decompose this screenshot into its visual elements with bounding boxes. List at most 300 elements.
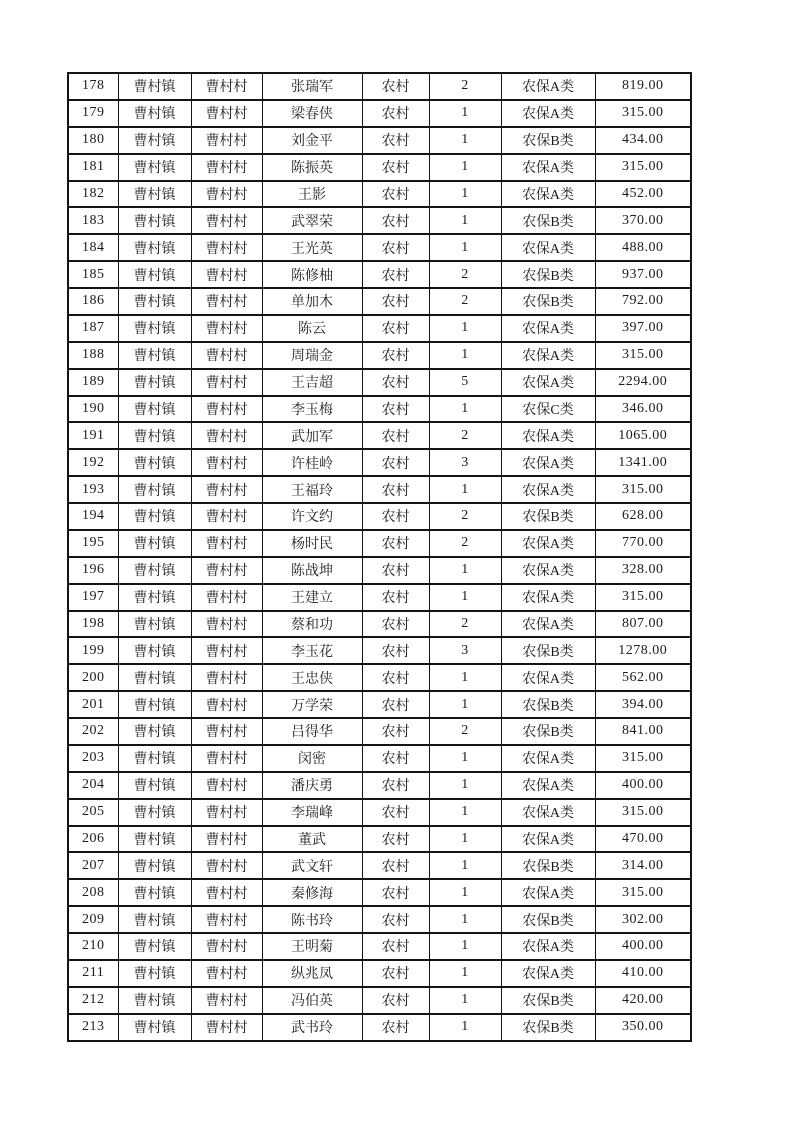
cell-count: 1 <box>429 154 501 181</box>
cell-town: 曹村镇 <box>118 449 191 476</box>
cell-count: 1 <box>429 476 501 503</box>
cell-locale: 农村 <box>362 207 429 234</box>
cell-amount: 792.00 <box>595 288 691 315</box>
cell-town: 曹村镇 <box>118 73 191 100</box>
cell-category: 农保A类 <box>501 933 595 960</box>
table-row <box>68 745 691 772</box>
cell-town: 曹村镇 <box>118 691 191 718</box>
cell-category: 农保B类 <box>501 718 595 745</box>
cell-locale: 农村 <box>362 584 429 611</box>
cell-name: 陈云 <box>262 315 362 342</box>
cell-locale: 农村 <box>362 557 429 584</box>
cell-amount: 315.00 <box>595 584 691 611</box>
cell-town: 曹村镇 <box>118 422 191 449</box>
cell-amount: 394.00 <box>595 691 691 718</box>
cell-name: 李玉梅 <box>262 396 362 423</box>
cell-town: 曹村镇 <box>118 154 191 181</box>
cell-seq: 188 <box>68 342 118 369</box>
cell-category: 农保B类 <box>501 691 595 718</box>
cell-locale: 农村 <box>362 1014 429 1041</box>
cell-seq: 207 <box>68 852 118 879</box>
cell-category: 农保A类 <box>501 557 595 584</box>
cell-village: 曹村村 <box>191 315 262 342</box>
cell-category: 农保B类 <box>501 503 595 530</box>
cell-village: 曹村村 <box>191 611 262 638</box>
table-row <box>68 422 691 449</box>
cell-locale: 农村 <box>362 852 429 879</box>
cell-name: 单加木 <box>262 288 362 315</box>
cell-count: 1 <box>429 691 501 718</box>
cell-category: 农保A类 <box>501 73 595 100</box>
cell-town: 曹村镇 <box>118 906 191 933</box>
cell-category: 农保A类 <box>501 100 595 127</box>
cell-count: 5 <box>429 369 501 396</box>
cell-amount: 470.00 <box>595 826 691 853</box>
cell-count: 3 <box>429 637 501 664</box>
cell-amount: 315.00 <box>595 799 691 826</box>
cell-town: 曹村镇 <box>118 584 191 611</box>
cell-town: 曹村镇 <box>118 100 191 127</box>
cell-locale: 农村 <box>362 154 429 181</box>
cell-name: 王明菊 <box>262 933 362 960</box>
cell-amount: 937.00 <box>595 261 691 288</box>
cell-seq: 212 <box>68 987 118 1014</box>
cell-locale: 农村 <box>362 637 429 664</box>
cell-town: 曹村镇 <box>118 745 191 772</box>
cell-category: 农保A类 <box>501 745 595 772</box>
cell-name: 杨时民 <box>262 530 362 557</box>
table-row <box>68 315 691 342</box>
cell-town: 曹村镇 <box>118 799 191 826</box>
cell-locale: 农村 <box>362 181 429 208</box>
cell-town: 曹村镇 <box>118 772 191 799</box>
cell-category: 农保B类 <box>501 637 595 664</box>
table-row <box>68 664 691 691</box>
cell-locale: 农村 <box>362 718 429 745</box>
cell-village: 曹村村 <box>191 987 262 1014</box>
cell-seq: 189 <box>68 369 118 396</box>
table-row <box>68 906 691 933</box>
cell-count: 1 <box>429 879 501 906</box>
cell-town: 曹村镇 <box>118 987 191 1014</box>
cell-locale: 农村 <box>362 664 429 691</box>
cell-category: 农保A类 <box>501 584 595 611</box>
cell-count: 1 <box>429 826 501 853</box>
cell-amount: 400.00 <box>595 933 691 960</box>
table-row <box>68 852 691 879</box>
cell-village: 曹村村 <box>191 933 262 960</box>
cell-seq: 185 <box>68 261 118 288</box>
cell-locale: 农村 <box>362 288 429 315</box>
cell-seq: 179 <box>68 100 118 127</box>
cell-locale: 农村 <box>362 100 429 127</box>
cell-locale: 农村 <box>362 691 429 718</box>
cell-village: 曹村村 <box>191 449 262 476</box>
cell-amount: 562.00 <box>595 664 691 691</box>
table-row <box>68 181 691 208</box>
cell-seq: 202 <box>68 718 118 745</box>
cell-count: 1 <box>429 1014 501 1041</box>
cell-village: 曹村村 <box>191 422 262 449</box>
cell-locale: 农村 <box>362 826 429 853</box>
cell-locale: 农村 <box>362 234 429 261</box>
cell-town: 曹村镇 <box>118 342 191 369</box>
cell-town: 曹村镇 <box>118 718 191 745</box>
cell-count: 2 <box>429 73 501 100</box>
cell-count: 1 <box>429 396 501 423</box>
table-body <box>68 73 691 1041</box>
cell-locale: 农村 <box>362 879 429 906</box>
cell-name: 万学荣 <box>262 691 362 718</box>
cell-amount: 1065.00 <box>595 422 691 449</box>
cell-name: 刘金平 <box>262 127 362 154</box>
cell-name: 闵密 <box>262 745 362 772</box>
table-row <box>68 611 691 638</box>
cell-village: 曹村村 <box>191 369 262 396</box>
cell-village: 曹村村 <box>191 852 262 879</box>
cell-seq: 210 <box>68 933 118 960</box>
cell-town: 曹村镇 <box>118 476 191 503</box>
cell-name: 潘庆勇 <box>262 772 362 799</box>
cell-village: 曹村村 <box>191 234 262 261</box>
cell-town: 曹村镇 <box>118 127 191 154</box>
cell-name: 李玉花 <box>262 637 362 664</box>
cell-town: 曹村镇 <box>118 181 191 208</box>
table-row <box>68 503 691 530</box>
cell-amount: 328.00 <box>595 557 691 584</box>
table-row <box>68 369 691 396</box>
table-row <box>68 987 691 1014</box>
cell-town: 曹村镇 <box>118 852 191 879</box>
cell-seq: 194 <box>68 503 118 530</box>
cell-amount: 315.00 <box>595 342 691 369</box>
cell-category: 农保A类 <box>501 369 595 396</box>
table-row <box>68 557 691 584</box>
cell-count: 1 <box>429 342 501 369</box>
cell-town: 曹村镇 <box>118 1014 191 1041</box>
cell-amount: 410.00 <box>595 960 691 987</box>
cell-amount: 397.00 <box>595 315 691 342</box>
cell-seq: 178 <box>68 73 118 100</box>
cell-name: 陈书玲 <box>262 906 362 933</box>
cell-seq: 195 <box>68 530 118 557</box>
cell-amount: 1341.00 <box>595 449 691 476</box>
cell-category: 农保A类 <box>501 154 595 181</box>
cell-amount: 434.00 <box>595 127 691 154</box>
cell-category: 农保A类 <box>501 772 595 799</box>
cell-town: 曹村镇 <box>118 530 191 557</box>
table-row <box>68 476 691 503</box>
cell-village: 曹村村 <box>191 207 262 234</box>
table-row <box>68 530 691 557</box>
cell-village: 曹村村 <box>191 154 262 181</box>
cell-seq: 199 <box>68 637 118 664</box>
cell-town: 曹村镇 <box>118 611 191 638</box>
cell-seq: 201 <box>68 691 118 718</box>
cell-count: 2 <box>429 422 501 449</box>
cell-count: 1 <box>429 960 501 987</box>
cell-count: 1 <box>429 584 501 611</box>
cell-locale: 农村 <box>362 611 429 638</box>
table-row <box>68 933 691 960</box>
cell-village: 曹村村 <box>191 100 262 127</box>
cell-town: 曹村镇 <box>118 234 191 261</box>
cell-locale: 农村 <box>362 906 429 933</box>
cell-name: 周瑞金 <box>262 342 362 369</box>
cell-category: 农保B类 <box>501 261 595 288</box>
cell-name: 王忠侠 <box>262 664 362 691</box>
table-row <box>68 342 691 369</box>
table-row <box>68 960 691 987</box>
cell-village: 曹村村 <box>191 745 262 772</box>
cell-town: 曹村镇 <box>118 557 191 584</box>
cell-category: 农保A类 <box>501 234 595 261</box>
cell-locale: 农村 <box>362 315 429 342</box>
cell-amount: 1278.00 <box>595 637 691 664</box>
table-row <box>68 879 691 906</box>
cell-village: 曹村村 <box>191 288 262 315</box>
cell-seq: 197 <box>68 584 118 611</box>
cell-locale: 农村 <box>362 342 429 369</box>
cell-count: 1 <box>429 234 501 261</box>
cell-category: 农保A类 <box>501 960 595 987</box>
cell-seq: 184 <box>68 234 118 261</box>
cell-count: 1 <box>429 664 501 691</box>
cell-count: 1 <box>429 315 501 342</box>
cell-seq: 180 <box>68 127 118 154</box>
cell-locale: 农村 <box>362 960 429 987</box>
table-row <box>68 1014 691 1041</box>
cell-amount: 346.00 <box>595 396 691 423</box>
cell-amount: 314.00 <box>595 852 691 879</box>
table-row <box>68 637 691 664</box>
cell-locale: 农村 <box>362 449 429 476</box>
cell-village: 曹村村 <box>191 127 262 154</box>
cell-category: 农保A类 <box>501 826 595 853</box>
cell-village: 曹村村 <box>191 396 262 423</box>
cell-town: 曹村镇 <box>118 503 191 530</box>
cell-name: 陈战坤 <box>262 557 362 584</box>
cell-count: 2 <box>429 530 501 557</box>
cell-count: 1 <box>429 207 501 234</box>
cell-amount: 628.00 <box>595 503 691 530</box>
table-row <box>68 73 691 100</box>
cell-category: 农保A类 <box>501 879 595 906</box>
cell-amount: 400.00 <box>595 772 691 799</box>
cell-name: 许文约 <box>262 503 362 530</box>
cell-seq: 204 <box>68 772 118 799</box>
cell-name: 武书玲 <box>262 1014 362 1041</box>
cell-amount: 370.00 <box>595 207 691 234</box>
cell-seq: 206 <box>68 826 118 853</box>
cell-name: 武加军 <box>262 422 362 449</box>
cell-category: 农保A类 <box>501 611 595 638</box>
table-row <box>68 261 691 288</box>
cell-category: 农保A类 <box>501 342 595 369</box>
cell-amount: 819.00 <box>595 73 691 100</box>
cell-name: 王建立 <box>262 584 362 611</box>
cell-count: 1 <box>429 987 501 1014</box>
table-row <box>68 288 691 315</box>
cell-village: 曹村村 <box>191 1014 262 1041</box>
table-row <box>68 154 691 181</box>
cell-seq: 181 <box>68 154 118 181</box>
cell-town: 曹村镇 <box>118 960 191 987</box>
cell-seq: 198 <box>68 611 118 638</box>
cell-category: 农保A类 <box>501 530 595 557</box>
cell-name: 纵兆凤 <box>262 960 362 987</box>
cell-count: 1 <box>429 557 501 584</box>
table-row <box>68 207 691 234</box>
cell-village: 曹村村 <box>191 584 262 611</box>
cell-town: 曹村镇 <box>118 396 191 423</box>
cell-town: 曹村镇 <box>118 637 191 664</box>
cell-locale: 农村 <box>362 396 429 423</box>
cell-village: 曹村村 <box>191 826 262 853</box>
cell-town: 曹村镇 <box>118 826 191 853</box>
cell-amount: 420.00 <box>595 987 691 1014</box>
cell-amount: 452.00 <box>595 181 691 208</box>
cell-seq: 208 <box>68 879 118 906</box>
cell-locale: 农村 <box>362 476 429 503</box>
cell-count: 1 <box>429 100 501 127</box>
cell-seq: 191 <box>68 422 118 449</box>
cell-seq: 186 <box>68 288 118 315</box>
cell-count: 1 <box>429 772 501 799</box>
cell-count: 1 <box>429 745 501 772</box>
table-row <box>68 100 691 127</box>
cell-town: 曹村镇 <box>118 288 191 315</box>
cell-town: 曹村镇 <box>118 664 191 691</box>
cell-seq: 183 <box>68 207 118 234</box>
cell-category: 农保A类 <box>501 476 595 503</box>
cell-locale: 农村 <box>362 799 429 826</box>
cell-seq: 190 <box>68 396 118 423</box>
cell-locale: 农村 <box>362 73 429 100</box>
cell-name: 梁春侠 <box>262 100 362 127</box>
cell-amount: 2294.00 <box>595 369 691 396</box>
table-row <box>68 449 691 476</box>
cell-category: 农保B类 <box>501 906 595 933</box>
cell-name: 李瑞峰 <box>262 799 362 826</box>
cell-town: 曹村镇 <box>118 261 191 288</box>
cell-village: 曹村村 <box>191 73 262 100</box>
cell-name: 武翠荣 <box>262 207 362 234</box>
cell-category: 农保A类 <box>501 181 595 208</box>
cell-seq: 203 <box>68 745 118 772</box>
cell-count: 2 <box>429 288 501 315</box>
table-row <box>68 718 691 745</box>
cell-town: 曹村镇 <box>118 879 191 906</box>
cell-count: 1 <box>429 933 501 960</box>
cell-locale: 农村 <box>362 745 429 772</box>
table-row <box>68 127 691 154</box>
table-row <box>68 826 691 853</box>
table-row <box>68 691 691 718</box>
cell-category: 农保C类 <box>501 396 595 423</box>
cell-name: 吕得华 <box>262 718 362 745</box>
cell-village: 曹村村 <box>191 906 262 933</box>
cell-amount: 841.00 <box>595 718 691 745</box>
cell-village: 曹村村 <box>191 718 262 745</box>
cell-seq: 211 <box>68 960 118 987</box>
cell-name: 武文轩 <box>262 852 362 879</box>
cell-seq: 209 <box>68 906 118 933</box>
cell-seq: 192 <box>68 449 118 476</box>
cell-locale: 农村 <box>362 369 429 396</box>
cell-amount: 315.00 <box>595 154 691 181</box>
cell-amount: 315.00 <box>595 476 691 503</box>
cell-name: 王影 <box>262 181 362 208</box>
table-row <box>68 799 691 826</box>
cell-name: 王吉超 <box>262 369 362 396</box>
cell-amount: 350.00 <box>595 1014 691 1041</box>
cell-name: 蔡和功 <box>262 611 362 638</box>
cell-locale: 农村 <box>362 933 429 960</box>
cell-seq: 193 <box>68 476 118 503</box>
cell-village: 曹村村 <box>191 772 262 799</box>
table-row <box>68 396 691 423</box>
cell-count: 1 <box>429 906 501 933</box>
cell-amount: 488.00 <box>595 234 691 261</box>
cell-village: 曹村村 <box>191 476 262 503</box>
cell-category: 农保B类 <box>501 852 595 879</box>
cell-category: 农保A类 <box>501 315 595 342</box>
cell-amount: 315.00 <box>595 100 691 127</box>
cell-count: 1 <box>429 799 501 826</box>
cell-category: 农保B类 <box>501 207 595 234</box>
cell-name: 秦修海 <box>262 879 362 906</box>
cell-locale: 农村 <box>362 772 429 799</box>
cell-village: 曹村村 <box>191 503 262 530</box>
cell-seq: 187 <box>68 315 118 342</box>
cell-village: 曹村村 <box>191 879 262 906</box>
cell-village: 曹村村 <box>191 960 262 987</box>
cell-village: 曹村村 <box>191 261 262 288</box>
cell-amount: 302.00 <box>595 906 691 933</box>
cell-locale: 农村 <box>362 503 429 530</box>
cell-village: 曹村村 <box>191 342 262 369</box>
cell-amount: 770.00 <box>595 530 691 557</box>
cell-amount: 315.00 <box>595 745 691 772</box>
cell-locale: 农村 <box>362 530 429 557</box>
cell-village: 曹村村 <box>191 637 262 664</box>
cell-village: 曹村村 <box>191 557 262 584</box>
cell-category: 农保B类 <box>501 288 595 315</box>
cell-count: 1 <box>429 852 501 879</box>
cell-village: 曹村村 <box>191 799 262 826</box>
table-row <box>68 234 691 261</box>
cell-locale: 农村 <box>362 261 429 288</box>
cell-count: 2 <box>429 503 501 530</box>
cell-village: 曹村村 <box>191 530 262 557</box>
cell-village: 曹村村 <box>191 181 262 208</box>
cell-category: 农保B类 <box>501 987 595 1014</box>
cell-village: 曹村村 <box>191 664 262 691</box>
cell-seq: 196 <box>68 557 118 584</box>
cell-count: 2 <box>429 718 501 745</box>
cell-category: 农保A类 <box>501 422 595 449</box>
cell-town: 曹村镇 <box>118 369 191 396</box>
cell-locale: 农村 <box>362 127 429 154</box>
cell-locale: 农村 <box>362 987 429 1014</box>
cell-name: 许桂岭 <box>262 449 362 476</box>
cell-locale: 农村 <box>362 422 429 449</box>
cell-town: 曹村镇 <box>118 933 191 960</box>
cell-amount: 315.00 <box>595 879 691 906</box>
table-row <box>68 584 691 611</box>
cell-name: 冯伯英 <box>262 987 362 1014</box>
